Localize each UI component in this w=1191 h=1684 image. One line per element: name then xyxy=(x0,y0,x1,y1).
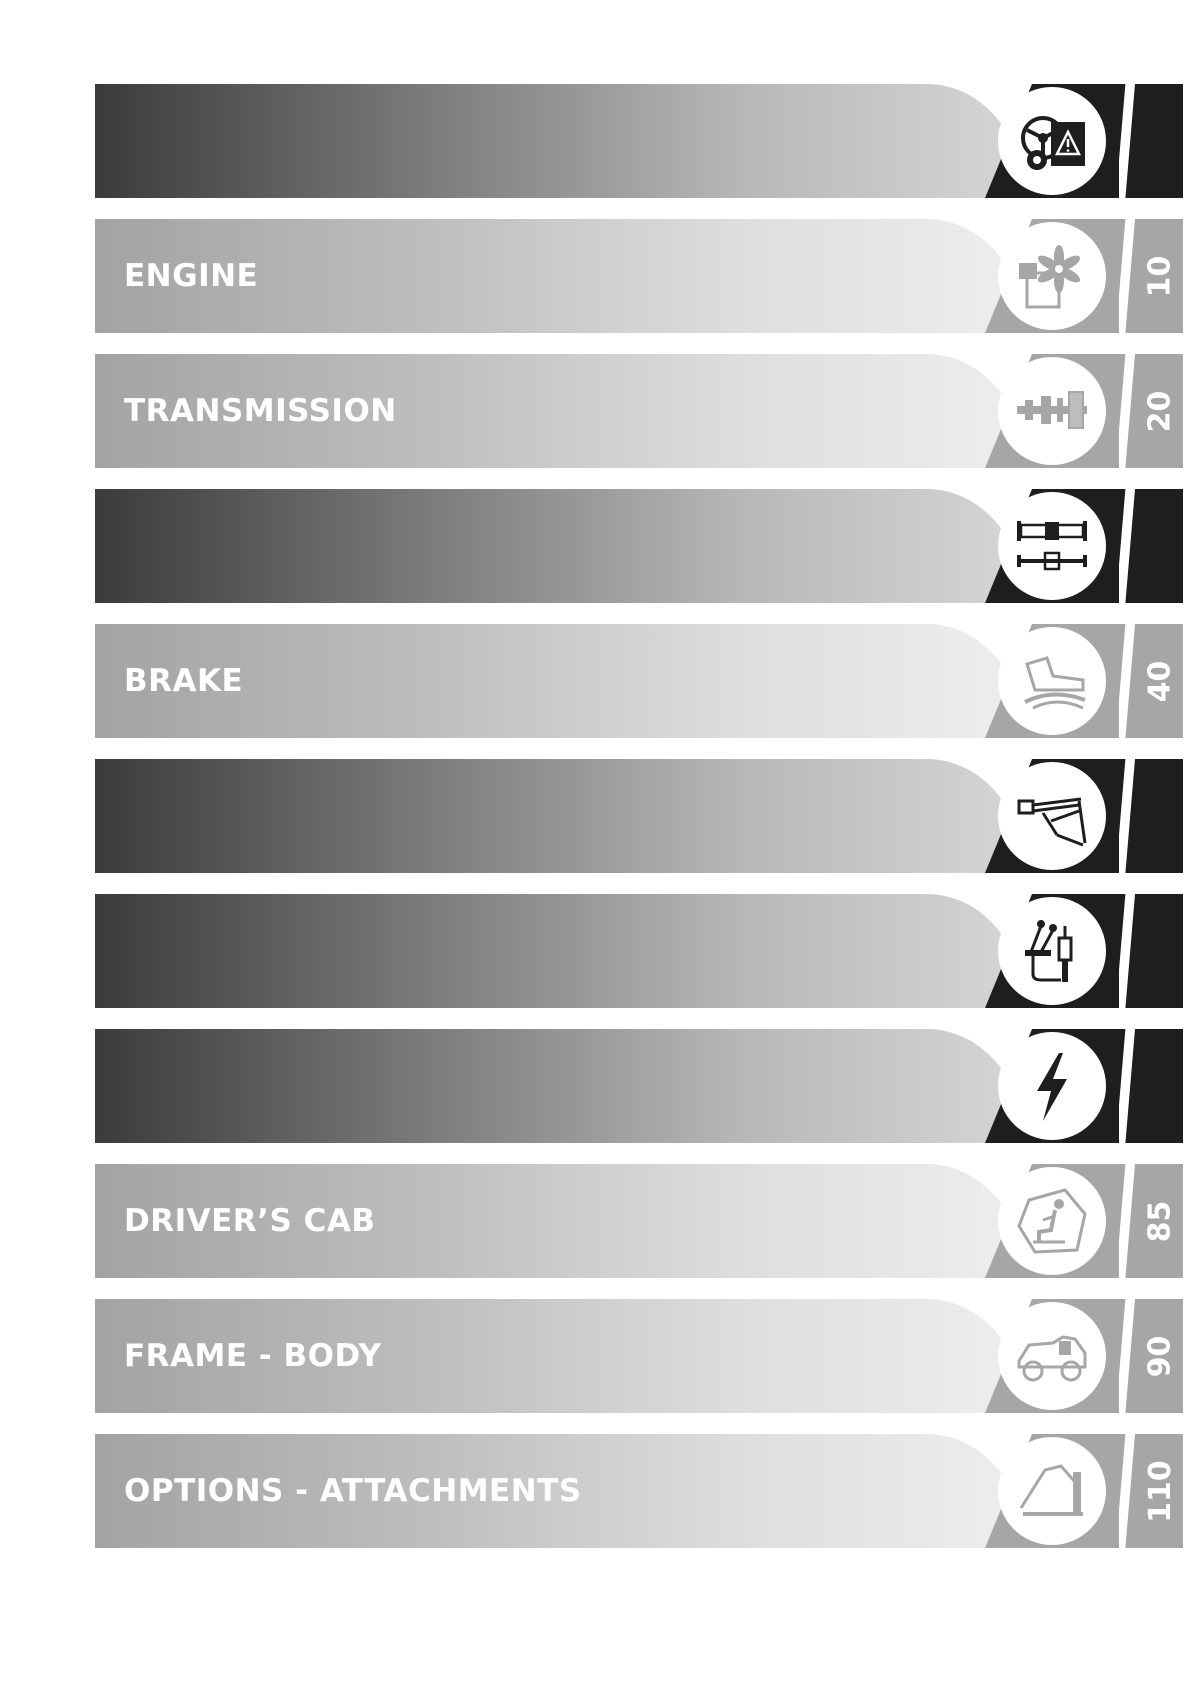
boom-arm-icon xyxy=(998,762,1106,870)
section-bar xyxy=(95,1164,1025,1278)
section-bar xyxy=(95,354,1025,468)
drive-shaft-icon xyxy=(998,357,1106,465)
section-number: 40 xyxy=(1142,660,1178,702)
fork-attachment-icon xyxy=(998,1437,1106,1545)
section-bar xyxy=(95,84,1025,198)
steering-gear-warning-icon xyxy=(998,87,1106,195)
section-bar xyxy=(95,759,1025,873)
lightning-bolt-icon xyxy=(998,1032,1106,1140)
section-bar xyxy=(95,219,1025,333)
section-tab-axles[interactable] xyxy=(95,489,1183,603)
section-tab-frame-body[interactable] xyxy=(95,1299,1183,1413)
section-label: ENGINE xyxy=(124,258,259,294)
section-bar xyxy=(95,894,1025,1008)
section-tab-brake[interactable] xyxy=(95,624,1183,738)
section-tab-general[interactable] xyxy=(95,84,1183,198)
section-bar xyxy=(95,1299,1025,1413)
section-number: 10 xyxy=(1142,255,1178,297)
telehandler-vehicle-icon xyxy=(998,1302,1106,1410)
section-label: TRANSMISSION xyxy=(124,393,397,429)
section-tab-boom[interactable] xyxy=(95,759,1183,873)
section-number: 110 xyxy=(1142,1459,1178,1523)
section-tab-transmission[interactable] xyxy=(95,354,1183,468)
seated-driver-icon xyxy=(998,1167,1106,1275)
section-bar xyxy=(95,1434,1025,1548)
section-tab-hydraulic[interactable] xyxy=(95,894,1183,1008)
section-bar xyxy=(95,624,1025,738)
section-label: DRIVER’S CAB xyxy=(124,1203,376,1239)
section-number: 90 xyxy=(1142,1335,1178,1377)
section-label: BRAKE xyxy=(124,663,244,699)
engine-fan-icon xyxy=(998,222,1106,330)
section-tab-electrical[interactable] xyxy=(95,1029,1183,1143)
section-tab-engine[interactable] xyxy=(95,219,1183,333)
hydraulic-control-icon xyxy=(998,897,1106,1005)
section-bar xyxy=(95,1029,1025,1143)
section-number: 85 xyxy=(1142,1200,1178,1242)
section-label: OPTIONS - ATTACHMENTS xyxy=(124,1473,582,1509)
foot-pedal-icon xyxy=(998,627,1106,735)
section-tab-drivers-cab[interactable] xyxy=(95,1164,1183,1278)
section-number: 20 xyxy=(1142,390,1178,432)
section-tab-options-attachments[interactable] xyxy=(95,1434,1183,1548)
section-bar xyxy=(95,489,1025,603)
axles-icon xyxy=(998,492,1106,600)
section-label: FRAME - BODY xyxy=(124,1338,382,1374)
